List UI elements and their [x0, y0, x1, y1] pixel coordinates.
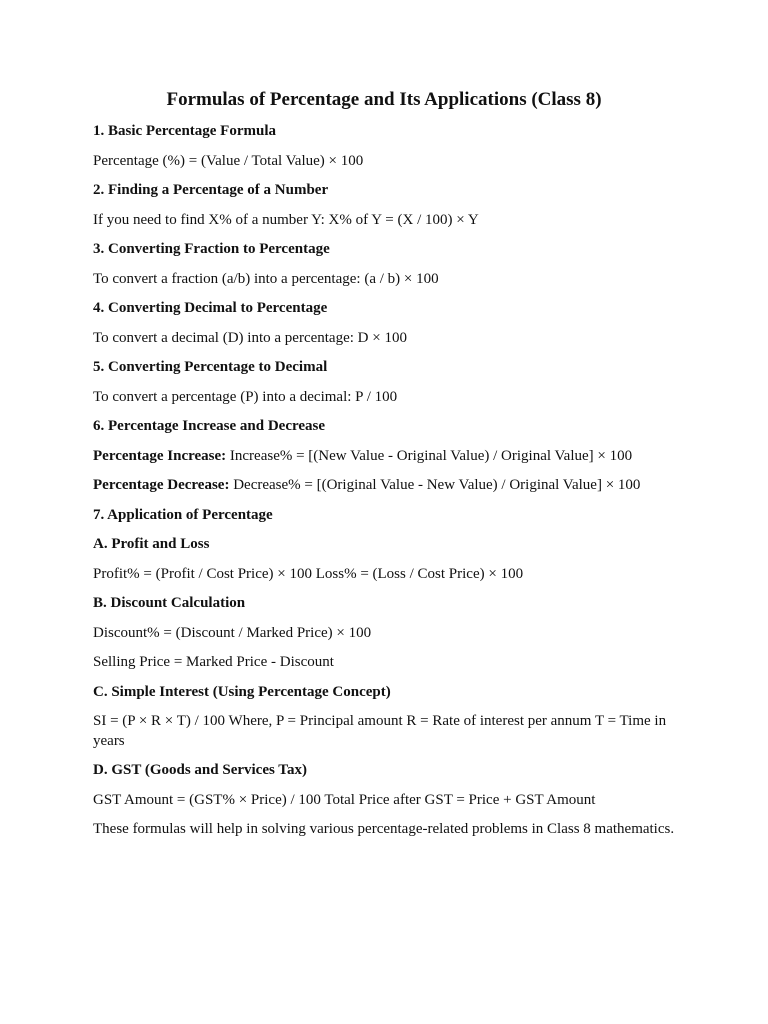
section-7-heading: 7. Application of Percentage [93, 506, 273, 523]
section-4-text: To convert a decimal (D) into a percentage: D × 100 [93, 329, 407, 346]
closing-text: These formulas will help in solving various percentage-related problems in Class 8 mathematics. [93, 821, 675, 837]
simple-interest-heading: C. Simple Interest (Using Percentage Concept) [93, 683, 391, 700]
percentage-decrease-formula: Decrease% = [(Original Value - New Value) / Original Value] × 100 [229, 477, 641, 493]
percentage-decrease-line [93, 476, 683, 496]
selling-price-text: Selling Price = Marked Price - Discount [93, 654, 334, 670]
discount-heading: B. Discount Calculation [93, 595, 246, 611]
simple-interest-text: SI = (P × R × T) / 100 Where, P = Principal amount R = Rate of interest per annum T = Time in years [93, 713, 667, 749]
section-4-heading: 4. Converting Decimal to Percentage [93, 300, 328, 316]
section-5-heading: 5. Converting Percentage to Decimal [93, 359, 328, 375]
discount-text: Discount% = (Discount / Marked Price) × 100 [93, 624, 372, 641]
percentage-increase-line [93, 447, 683, 467]
section-6-heading: 6. Percentage Increase and Decrease [93, 418, 326, 434]
section-3-heading: 3. Converting Fraction to Percentage [93, 241, 330, 257]
section-1-heading: 1. Basic Percentage Formula [93, 123, 277, 139]
percentage-decrease-label: Percentage Decrease: [93, 477, 230, 493]
section-1-text: Percentage (%) = (Value / Total Value) × 100 [93, 152, 364, 169]
percentage-increase-label: Percentage Increase: [93, 447, 227, 464]
section-2-heading: 2. Finding a Percentage of a Number [93, 182, 329, 198]
document-page [93, 88, 683, 850]
percentage-increase-formula: Increase% = [(New Value - Original Value) / Original Value] × 100 [226, 447, 633, 464]
profit-loss-text: Profit% = (Profit / Cost Price) × 100 Loss% = (Loss / Cost Price) × 100 [93, 565, 524, 582]
profit-loss-heading: A. Profit and Loss [93, 536, 210, 552]
gst-text: GST Amount = (GST% × Price) / 100 Total Price after GST = Price + GST Amount [93, 791, 596, 808]
section-2-text: If you need to find X% of a number Y: X% of Y = (X / 100) × Y [93, 211, 479, 228]
document-title: Formulas of Percentage and Its Applications (Class 8) [166, 89, 602, 110]
section-5-text: To convert a percentage (P) into a decimal: P / 100 [93, 388, 398, 405]
gst-heading: D. GST (Goods and Services Tax) [93, 762, 307, 778]
section-3-text: To convert a fraction (a/b) into a percentage: (a / b) × 100 [93, 270, 439, 287]
